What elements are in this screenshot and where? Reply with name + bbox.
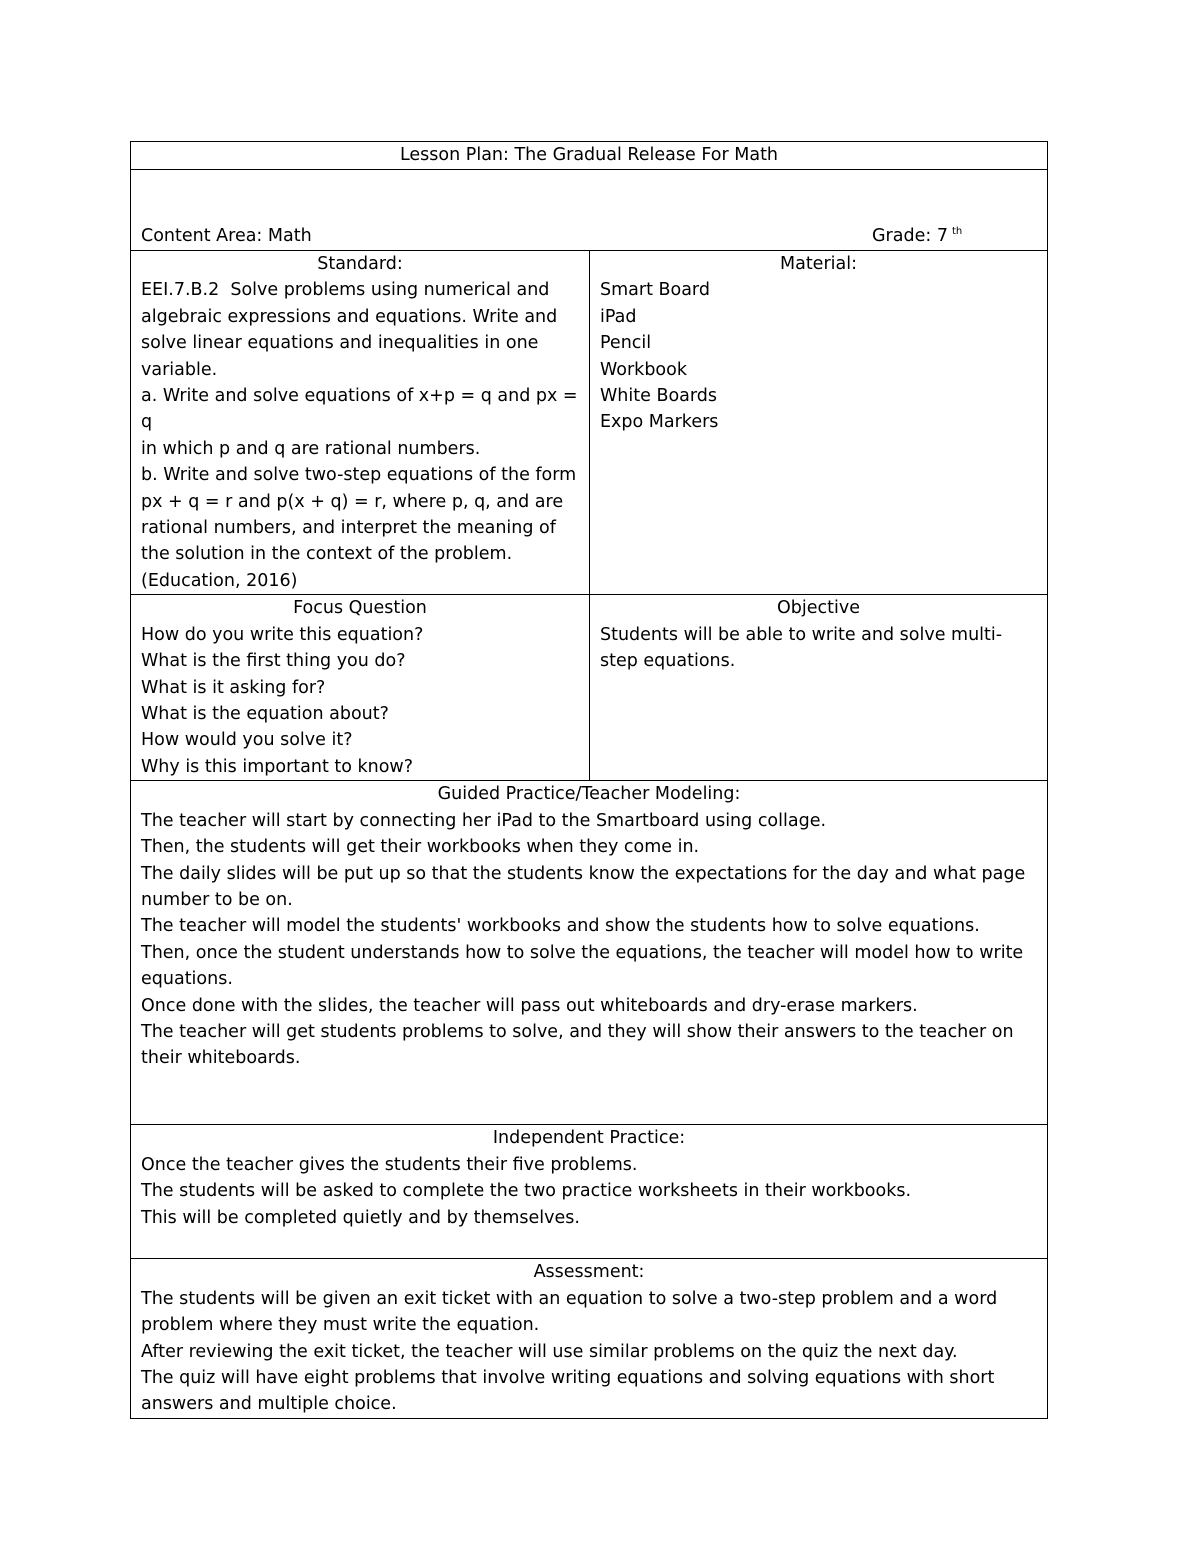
material-item: iPad [600,306,637,327]
guided-practice-line: Then, the students will get their workbooks when they come in. [141,837,700,858]
standard-line: the solution in the context of the problem. [141,544,513,565]
standard-line: in which p and q are rational numbers. [141,438,481,459]
guided-practice-line: The teacher will get students problems to solve, and they will show their answers to the teacher on [141,1021,1014,1042]
material-cell [590,251,1048,595]
assessment-line: The quiz will have eight problems that involve writing equations and solving equations with short [141,1367,995,1388]
info-cell [131,170,1048,251]
objective-line: step equations. [600,651,736,672]
guided-practice-line: The teacher will start by connecting her iPad to the Smartboard using collage. [141,810,827,831]
assessment-cell [131,1259,1048,1418]
focus-question-line: What is the equation about? [141,703,389,724]
guided-practice-line: Once done with the slides, the teacher will pass out whiteboards and dry-erase markers. [141,995,918,1016]
material-item: Workbook [600,359,687,380]
grade-label: Grade: 7 [872,225,948,246]
objective-cell [590,595,1048,781]
standard-line: px + q = r and p(x + q) = r, where p, q, and are [141,491,564,512]
standard-line: b. Write and solve two-step equations of the form [141,465,577,486]
focus-question-heading: Focus Question [293,598,427,619]
material-item: Smart Board [600,280,710,301]
guided-practice-line: The daily slides will be put up so that the students know the expectations for the day and what page [141,863,1026,884]
independent-practice-cell [131,1125,1048,1259]
guided-practice-cell [131,781,1048,1125]
independent-practice-heading: Independent Practice: [492,1128,686,1149]
independent-practice-line: Once the teacher gives the students their five problems. [141,1154,638,1175]
guided-practice-heading: Guided Practice/Teacher Modeling: [437,784,741,805]
standard-line: a. Write and solve equations of x+p = q and px = q [141,386,584,433]
assessment-line: After reviewing the exit ticket, the teacher will use similar problems on the quiz the next day. [141,1341,958,1362]
objective-heading: Objective [777,598,860,619]
guided-practice-line: their whiteboards. [141,1048,301,1069]
standard-line: solve linear equations and inequalities in one [141,333,539,354]
assessment-line: The students will be given an exit ticket with an equation to solve a two-step problem and a word [141,1288,998,1309]
focus-question-cell [131,595,590,781]
independent-practice-line: The students will be asked to complete the two practice worksheets in their workbooks. [141,1181,912,1202]
material-item: Pencil [600,333,652,354]
guided-practice-line: Then, once the student understands how to solve the equations, the teacher will model how to write [141,942,1024,963]
focus-question-line: How would you solve it? [141,730,353,751]
material-item: White Boards [600,386,717,407]
standard-line: variable. [141,359,218,380]
standard-cell [131,251,590,595]
independent-practice-line: This will be completed quietly and by themselves. [141,1207,580,1228]
material-heading: Material: [780,254,857,274]
guided-practice-line: equations. [141,969,233,990]
material-item: Expo Markers [600,412,719,433]
assessment-line: problem where they must write the equation. [141,1315,540,1336]
objective-line: Students will be able to write and solve multi- [600,624,1003,645]
focus-question-line: What is it asking for? [141,677,326,698]
standard-line: algebraic expressions and equations. Write and [141,306,558,327]
standard-line: EEI.7.B.2 Solve problems using numerical and [141,280,550,301]
grade [872,219,962,249]
focus-question-line: Why is this important to know? [141,756,414,777]
assessment-heading: Assessment: [533,1262,645,1283]
lesson-plan-title: Lesson Plan: The Gradual Release For Math [399,145,779,165]
standard-line: (Education, 2016) [141,570,298,591]
guided-practice-line: The teacher will model the students' workbooks and show the students how to solve equations. [141,916,980,937]
standard-heading: Standard: [317,254,403,274]
title-cell [131,142,1048,170]
guided-practice-line: number to be on. [141,889,293,910]
grade-suffix: th [951,225,963,237]
content-area: Content Area: Math [141,225,312,246]
lesson-plan-table [130,141,1048,1419]
focus-question-line: What is the first thing you do? [141,651,406,672]
assessment-line: answers and multiple choice. [141,1394,397,1415]
standard-line: rational numbers, and interpret the meaning of [141,518,556,539]
focus-question-line: How do you write this equation? [141,624,424,645]
